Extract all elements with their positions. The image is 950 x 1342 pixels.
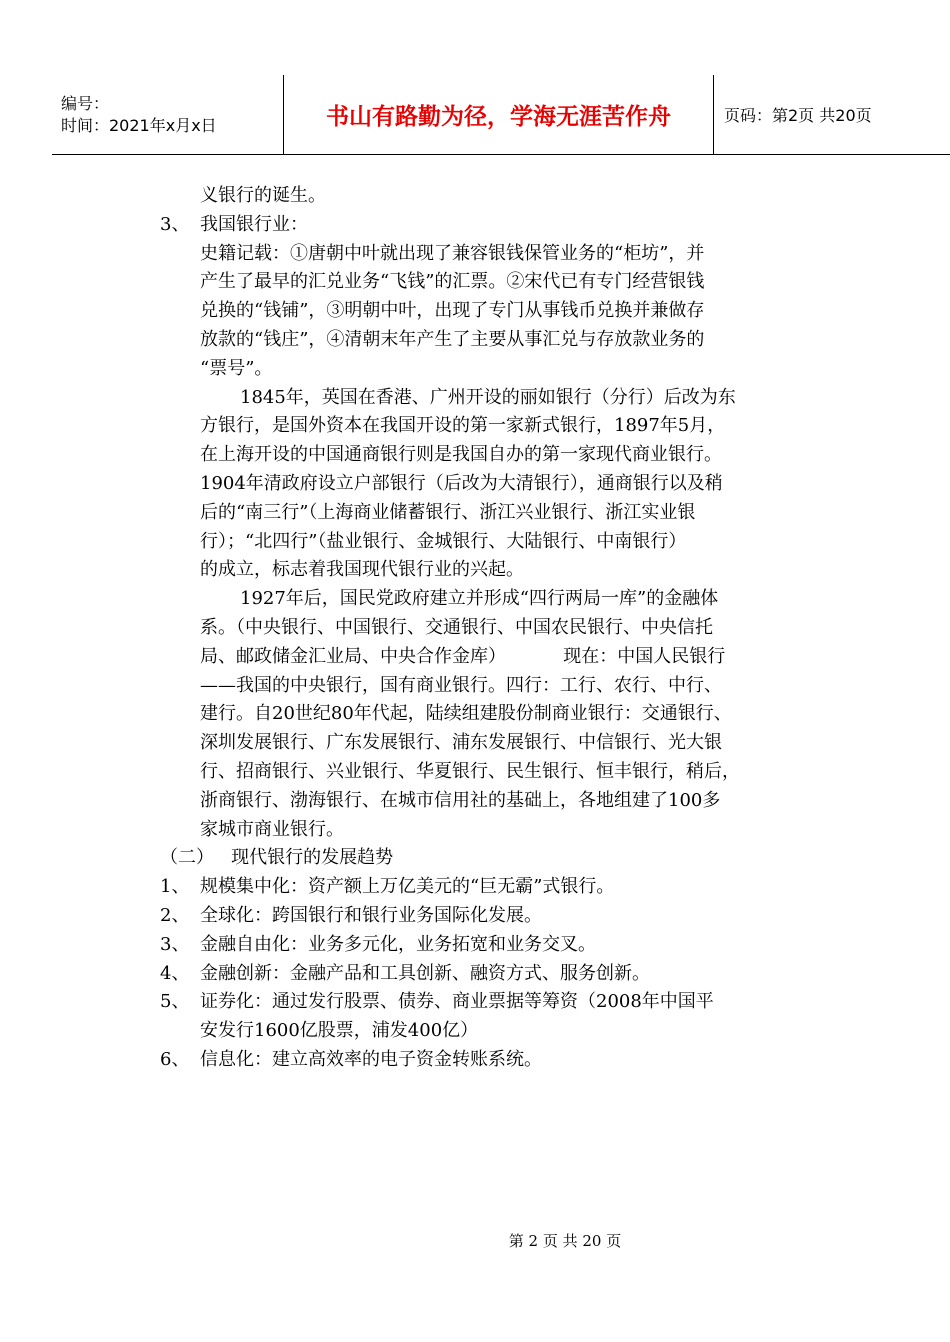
list-number: 4、 [160,962,190,984]
text-line: 在上海开设的中国通商银行则是我国自办的第一家现代商业银行。 [200,444,722,466]
list-number: 2、 [160,904,190,926]
list-item [160,211,860,240]
text-line: 局、邮政储金汇业局、中央合作金库） 现在：中国人民银行 [200,645,726,667]
header-left-cell [52,75,283,154]
list-number: 6、 [160,1048,190,1070]
text-line: 产生了最早的汇兑业务“飞钱”的汇票。②宋代已有专门经营银钱 [200,271,705,293]
text-line: 家城市商业银行。 [200,818,344,840]
text-line: 义银行的诞生。 [200,185,326,206]
text-line: 系。（中央银行、中国银行、交通银行、中国农民银行、中央信托 [200,616,713,638]
document-number-label: 编号： [61,93,110,113]
list-item [160,960,860,989]
list-item [160,988,860,1017]
text-line: 行、招商银行、兴业银行、华夏银行、民生银行、恒丰银行，稍后， [200,760,740,782]
text-line: 安发行1600亿股票，浦发400亿） [200,1020,479,1042]
list-item [160,902,860,931]
list-text: 金融创新：金融产品和工具创新、融资方式、服务创新。 [200,962,650,984]
text-line: 浙商银行、渤海银行、在城市信用社的基础上，各地组建了100多 [200,789,721,811]
document-time-label: 时间：2021年x月x日 [61,115,217,135]
list-item [160,1046,860,1075]
list-text: 证券化：通过发行股票、债券、商业票据等筹资（2008年中国平 [200,991,714,1013]
list-text: 规模集中化：资产额上万亿美元的“巨无霸”式银行。 [200,876,615,898]
text-line: 1904年清政府设立户部银行（后改为大清银行），通商银行以及稍 [200,472,723,494]
text-line: 的成立，标志着我国现代银行业的兴起。 [200,559,524,581]
page-header [52,75,950,155]
text-line: ——我国的中央银行，国有商业银行。四行：工行、农行、中行、 [200,674,722,696]
text-line: 史籍记载：①唐朝中叶就出现了兼容银钱保管业务的“柜坊”，并 [200,242,705,264]
list-number: 3、 [160,933,190,955]
list-text: 金融自由化：业务多元化，业务拓宽和业务交叉。 [200,933,596,955]
list-text: 全球化：跨国银行和银行业务国际化发展。 [200,904,542,926]
section-heading: （二） 现代银行的发展趋势 [160,847,394,869]
list-item [160,931,860,960]
list-text: 我国银行业： [200,213,308,235]
text-line: 1927年后，国民党政府建立并形成“四行两局一库”的金融体 [240,588,719,610]
text-line: 方银行，是国外资本在我国开设的第一家新式银行，1897年5月， [200,415,726,437]
page-footer: 第 2 页 共 20 页 [508,1232,622,1250]
text-line: 后的“南三行”（上海商业储蓄银行、浙江兴业银行、浙江实业银 [200,501,696,523]
list-number: 5、 [160,991,190,1013]
header-page-info: 页码：第2页 共20页 [724,106,872,125]
list-number: 3、 [160,213,190,235]
list-text: 信息化：建立高效率的电子资金转账系统。 [200,1048,542,1070]
text-line: 兑换的“钱铺”，③明朝中叶，出现了专门从事钱币兑换并兼做存 [200,300,705,322]
header-motto: 书山有路勤为径，学海无涯苦作舟 [283,75,714,154]
text-line: 深圳发展银行、广东发展银行、浦东发展银行、中信银行、光大银 [200,732,722,754]
list-number: 1、 [160,876,190,898]
text-line: “票号”。 [200,357,273,379]
text-line: 放款的“钱庄”，④清朝末年产生了主要从事汇兑与存放款业务的 [200,328,705,350]
document-body [160,182,860,1075]
list-item [160,873,860,902]
text-line: 建行。自20世纪80年代起，陆续组建股份制商业银行：交通银行、 [200,703,732,725]
text-line: 1845年，英国在香港、广州开设的丽如银行（分行）后改为东 [240,386,736,408]
text-line: 行）；“北四行”（盐业银行、金城银行、大陆银行、中南银行） [200,530,687,552]
